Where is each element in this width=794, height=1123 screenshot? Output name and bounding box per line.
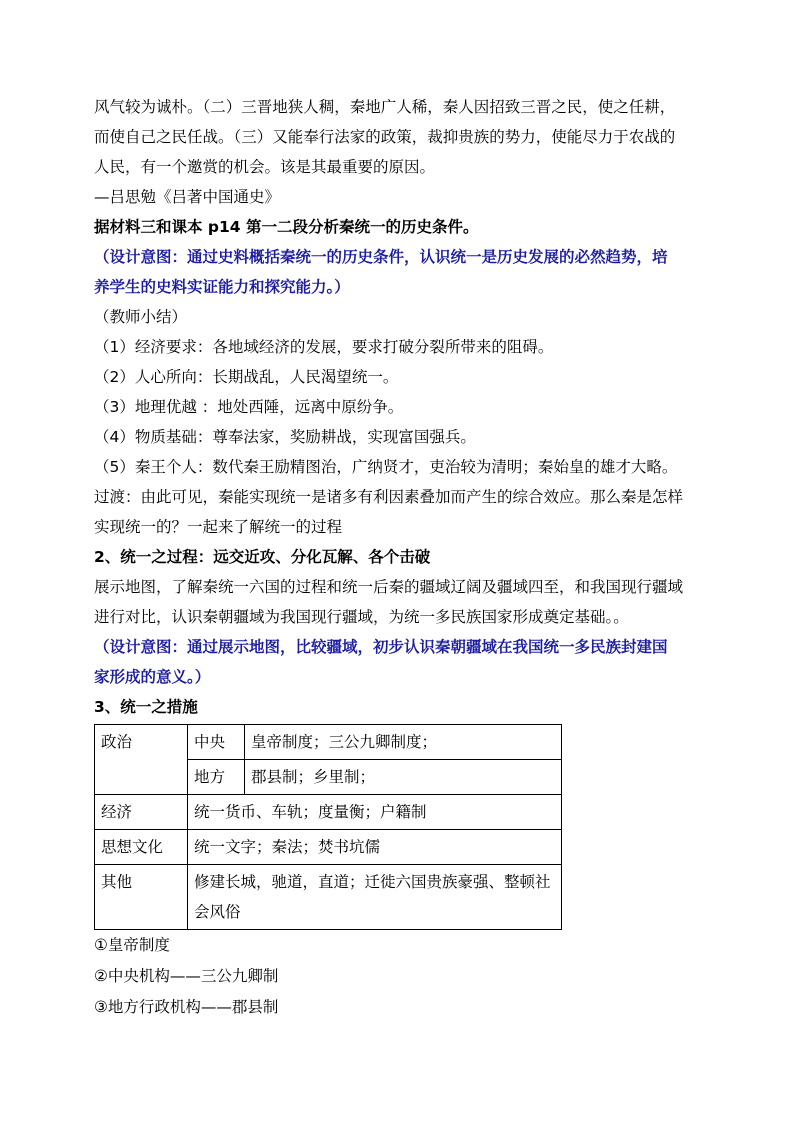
paragraph-line: 风气较为诚朴。（二）三晋地狭人稠，秦地广人稀，秦人因招致三晋之民，使之任耕， — [94, 98, 676, 116]
transition-line: 实现统一的？一起来了解统一的过程 — [94, 518, 343, 536]
question: 据材料三和课本 p14 第一二段分析秦统一的历史条件。 — [94, 218, 479, 236]
list-item: ②中央机构——三公九卿制 — [94, 967, 279, 985]
section-heading: 2、统一之过程：远交近攻、分化瓦解、各个击破 — [94, 548, 431, 566]
table-cell: 经济 — [95, 795, 188, 830]
condition-item: （3）地理优越 ：地处西陲，远离中原纷争。 — [94, 398, 404, 416]
section-heading: 3、统一之措施 — [94, 698, 198, 716]
table-row — [95, 830, 562, 865]
paragraph-line: 而使自己之民任战。（三）又能奉行法家的政策，裁抑贵族的势力，使能尽力于农战的 — [94, 128, 676, 146]
citation: —吕思勉《吕著中国通史》 — [94, 188, 281, 206]
table-cell: 皇帝制度；三公九卿制度； — [245, 725, 562, 760]
table-cell-line: 修建长城，驰道，直道；迁徙六国贵族豪强、整顿社 — [194, 873, 551, 891]
table-cell: 统一货币、车轨；度量衡；户籍制 — [188, 795, 562, 830]
design-intent: （设计意图：通过展示地图，比较疆域，初步认识秦朝疆域在我国统一多民族封建国 — [94, 638, 668, 656]
table-row — [95, 865, 562, 930]
measure-list — [94, 930, 702, 1023]
table-cell — [188, 865, 562, 930]
teacher-summary: （教师小结） — [94, 308, 188, 326]
table-cell: 中央 — [188, 725, 245, 760]
design-intent: 家形成的意义。） — [94, 668, 211, 686]
paragraph-line: 人民，有一个邀赏的机会。该是其最重要的原因。 — [94, 158, 436, 176]
table-cell: 其他 — [95, 865, 188, 930]
design-intent: （设计意图：通过史料概括秦统一的历史条件，认识统一是历史发展的必然趋势，培 — [94, 248, 668, 266]
condition-item: （5）秦王个人：数代秦王励精图治，广纳贤才，吏治较为清明；秦始皇的雄才大略。 — [94, 458, 678, 476]
condition-item: （2）人心所向：长期战乱，人民渴望统一。 — [94, 368, 399, 386]
table-cell: 郡县制；乡里制； — [245, 760, 562, 795]
list-item: ③地方行政机构——郡县制 — [94, 998, 279, 1016]
table-row — [95, 725, 562, 760]
list-item: ①皇帝制度 — [94, 936, 170, 954]
design-intent: 养学生的史料实证能力和探究能力。） — [94, 278, 350, 296]
table-cell: 思想文化 — [95, 830, 188, 865]
condition-item: （4）物质基础：尊奉法家，奖励耕战，实现富国强兵。 — [94, 428, 476, 446]
table-cell: 统一文字；秦法；焚书坑儒 — [188, 830, 562, 865]
table-cell: 政治 — [95, 725, 188, 795]
section-body: 进行对比，认识秦朝疆域为我国现行疆域，为统一多民族国家形成奠定基础。。 — [94, 608, 629, 626]
document-page — [94, 92, 702, 1023]
section-body: 展示地图，了解秦统一六国的过程和统一后秦的疆域辽阔及疆域四至，和我国现行疆域 — [94, 578, 684, 596]
table-cell: 地方 — [188, 760, 245, 795]
table-row — [95, 795, 562, 830]
condition-item: （1）经济要求：各地域经济的发展，要求打破分裂所带来的阻碍。 — [94, 338, 554, 356]
transition-line: 过渡：由此可见，秦能实现统一是诸多有利因素叠加而产生的综合效应。那么秦是怎样 — [94, 488, 684, 506]
table-cell-line: 会风俗 — [194, 903, 241, 921]
measures-table — [94, 724, 562, 930]
